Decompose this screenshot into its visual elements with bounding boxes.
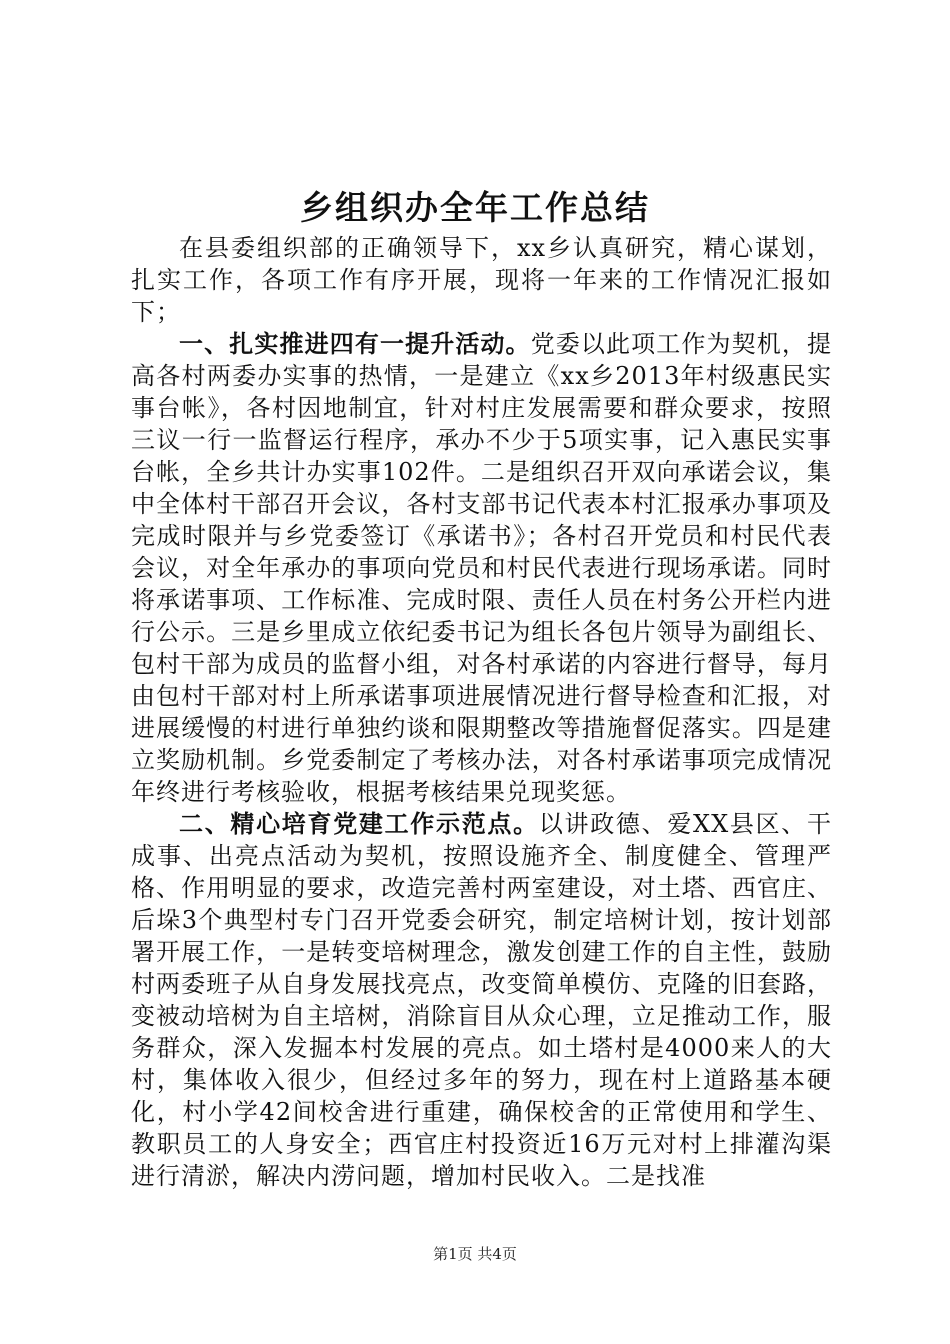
intro-paragraph: 在县委组织部的正确领导下，xx乡认真研究，精心谋划，扎实工作，各项工作有序开展，现将一年来的工作情况汇报如下； <box>131 234 832 326</box>
section-text-1: 党委以此项工作为契机，提高各村两委办实事的热情，一是建立《xx乡2013年村级惠民实事台帐》，各村因地制宜，针对村庄发展需要和群众要求，按照三议一行一监督运行程序，承办不少于5项实事，记入惠民实事台帐，全乡共计办实事102件。二是组织召开双向承诺会议，集中全体村干部召开会议，各村支部书记代表本村汇报承办事项及完成时限并与乡党委签订《承诺书》；各村召开党员和村民代表会议，对全年承办的事项向党员和村民代表进行现场承诺。同时将承诺事项、工作标准、完成时限、责任人员在村务公开栏内进行公示。三是乡里成立依纪委书记为组长各包片领导为副组长、包村干部为成员的监督小组，对各村承诺的内容进行督导，每月由包村干部对村上所承诺事项进展情况进行督导检查和汇报，对进展缓慢的村进行单独约谈和限期整改等措施督促落实。四是建立奖励机制。乡党委制定了考核办法，对各村承诺事项完成情况年终进行考核验收，根据考核结果兑现奖惩。 <box>131 330 833 806</box>
page-footer: 第1页 共4页 <box>433 1245 517 1263</box>
document-title: 乡组织办全年工作总结 <box>300 188 650 227</box>
document-body <box>131 232 832 1192</box>
section-paragraph-2 <box>131 808 832 1192</box>
section-heading-2: 二、精心培育党建工作示范点。 <box>179 809 539 838</box>
section-paragraph-1 <box>131 328 832 808</box>
section-heading-1: 一、扎实推进四有一提升活动。 <box>179 329 531 358</box>
section-text-2: 以讲政德、爱XX县区、干成事、出亮点活动为契机，按照设施齐全、制度健全、管理严格、作用明显的要求，改造完善村两室建设，对土塔、西官庄、后垛3个典型村专门召开党委会研究，制定培树计划，按计划部署开展工作，一是转变培树理念，激发创建工作的自主性，鼓励村两委班子从自身发展找亮点，改变简单模仿、克隆的旧套路，变被动培树为自主培树，消除盲目从众心理，立足推动工作，服务群众，深入发掘本村发展的亮点。如土塔村是4000来人的大村，集体收入很少，但经过多年的努力，现在村上道路基本硬化，村小学42间校舍进行重建，确保校舍的正常使用和学生、教职员工的人身安全；西官庄村投资近16万元对村上排灌沟渠进行清淤，解决内涝问题，增加村民收入。二是找准 <box>131 810 833 1190</box>
